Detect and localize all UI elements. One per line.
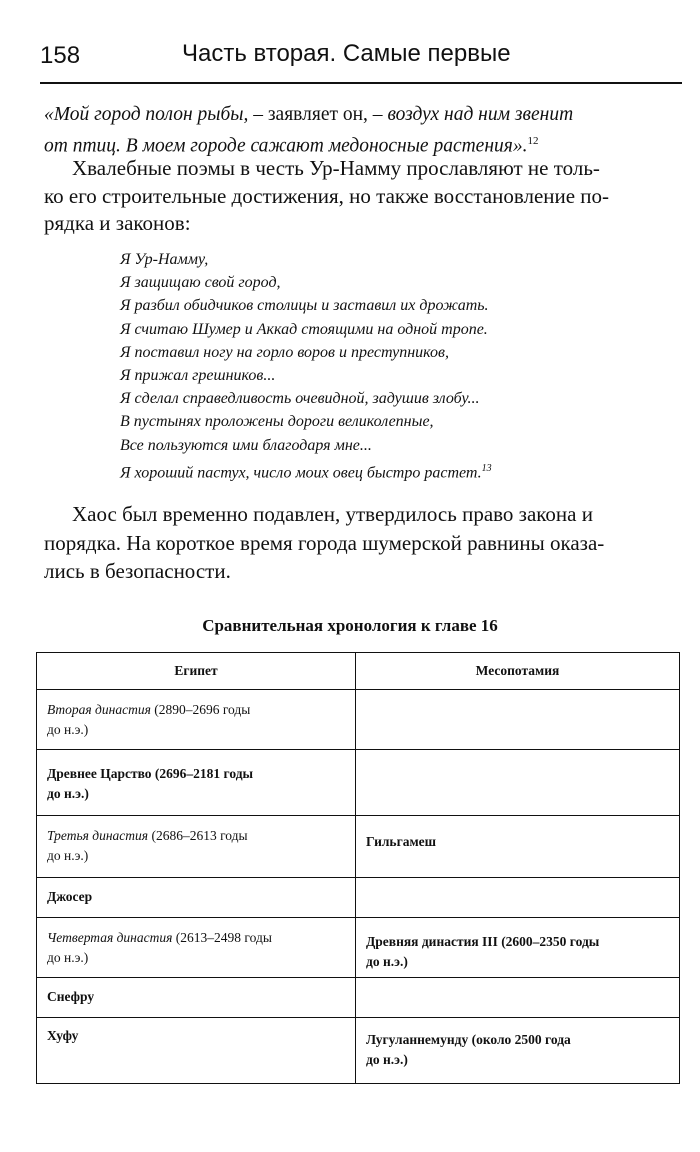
table-header-row xyxy=(37,653,680,690)
egypt-cell xyxy=(37,750,356,816)
footnote-ref-12: 12 xyxy=(527,135,539,147)
paragraph2-line2: порядка. На короткое время города шумерской равнины оказа- xyxy=(44,531,605,555)
dynasty-dates: (2890–2696 годы xyxy=(150,702,251,717)
verse-line: Я поставил ногу на горло воров и преступников, xyxy=(120,343,449,361)
table-row xyxy=(37,878,680,918)
mesopotamia-entry-cont: до н.э.) xyxy=(366,954,408,969)
ruler-name: Снефру xyxy=(47,989,95,1004)
page-header xyxy=(40,38,682,84)
mesopotamia-entry-cont: до н.э.) xyxy=(366,1052,408,1067)
mesopotamia-cell xyxy=(356,1018,680,1084)
dynasty-dates-cont: до н.э.) xyxy=(47,722,89,737)
mesopotamia-cell xyxy=(356,878,680,918)
verse-block xyxy=(120,248,492,480)
mesopotamia-cell xyxy=(356,978,680,1018)
dynasty-dates-cont: до н.э.) xyxy=(47,950,89,965)
quote-part-c: воздух над ним звенит xyxy=(387,104,574,125)
chronology-table xyxy=(36,652,680,1084)
quote-part-a: «Мой город полон рыбы, xyxy=(44,104,254,125)
table-row xyxy=(37,750,680,816)
ruler-name: Хуфу xyxy=(47,1028,79,1043)
mesopotamia-cell xyxy=(356,750,680,816)
column-header-egypt: Египет xyxy=(37,653,356,690)
dynasty-dates: (2613–2498 годы xyxy=(172,930,272,945)
mesopotamia-cell xyxy=(356,816,680,878)
quote-line-2-text: от птиц. В моем городе сажают медоносные растения». xyxy=(44,135,528,157)
paragraph2-line1: Хаос был временно подавлен, утвердилось право закона и xyxy=(72,502,593,526)
mesopotamia-entry: Гильгамеш xyxy=(366,834,437,849)
dynasty-name: Третья династия xyxy=(47,828,149,843)
running-title: Часть вторая. Самые первые xyxy=(182,40,511,67)
dynasty-name: Вторая династия xyxy=(47,702,151,717)
table-row xyxy=(37,918,680,978)
mesopotamia-entry: Древняя династия III (2600–2350 годы xyxy=(366,934,600,949)
egypt-cell xyxy=(37,816,356,878)
verse-line: Все пользуются ими благодаря мне... xyxy=(120,436,372,454)
verse-line: В пустынях проложены дороги великолепные, xyxy=(120,413,434,431)
egypt-cell xyxy=(37,918,356,978)
column-header-mesopotamia: Месопотамия xyxy=(356,653,680,690)
dynasty-dates-cont: до н.э.) xyxy=(47,848,89,863)
table-row xyxy=(37,816,680,878)
egypt-cell xyxy=(37,878,356,918)
quote-part-b: – заявляет он, – xyxy=(253,104,388,125)
table-row xyxy=(37,1018,680,1084)
paragraph1-line1: Хвалебные поэмы в честь Ур-Намму прославляют не толь- xyxy=(72,156,600,180)
ruler-name: Джосер xyxy=(47,889,93,904)
egypt-cell xyxy=(37,1018,356,1084)
quote-line-1 xyxy=(44,101,684,128)
dynasty-name: Четвертая династия xyxy=(47,930,173,945)
verse-line: Я прижал грешников... xyxy=(120,366,276,384)
verse-line: Я Ур-Намму, xyxy=(120,251,209,268)
page-number: 158 xyxy=(40,42,81,69)
table-row xyxy=(37,978,680,1018)
footnote-ref-13: 13 xyxy=(481,462,492,474)
verse-line: Я разбил обидчиков столицы и заставил их дрожать. xyxy=(120,297,489,315)
verse-line: Я сделал справедливость очевидной, задушив злобу... xyxy=(120,390,480,408)
mesopotamia-cell xyxy=(356,918,680,978)
verse-line: Я считаю Шумер и Аккад стоящими на одной тропе. xyxy=(120,320,488,338)
period-dates-cont: до н.э.) xyxy=(47,786,89,801)
dynasty-dates: (2686–2613 годы xyxy=(148,828,248,843)
table-title: Сравнительная хронология к главе 16 xyxy=(202,616,498,635)
verse-last-text: Я хороший пастух, число моих овец быстро растет. xyxy=(120,464,482,482)
period-name: Древнее Царство (2696–2181 годы xyxy=(47,766,254,781)
paragraph2-line3: лись в безопасности. xyxy=(44,559,231,583)
mesopotamia-cell xyxy=(356,690,680,750)
verse-line: Я защищаю свой город, xyxy=(120,274,281,292)
verse-line-last xyxy=(120,457,492,480)
egypt-cell xyxy=(37,978,356,1018)
table-row xyxy=(37,690,680,750)
paragraph1-line3: рядка и законов: xyxy=(44,211,191,235)
paragraph1-line2: ко его строительные достижения, но также восстановление по- xyxy=(44,184,610,208)
mesopotamia-entry: Лугуланнемунду (около 2500 года xyxy=(366,1032,571,1047)
egypt-cell xyxy=(37,690,356,750)
